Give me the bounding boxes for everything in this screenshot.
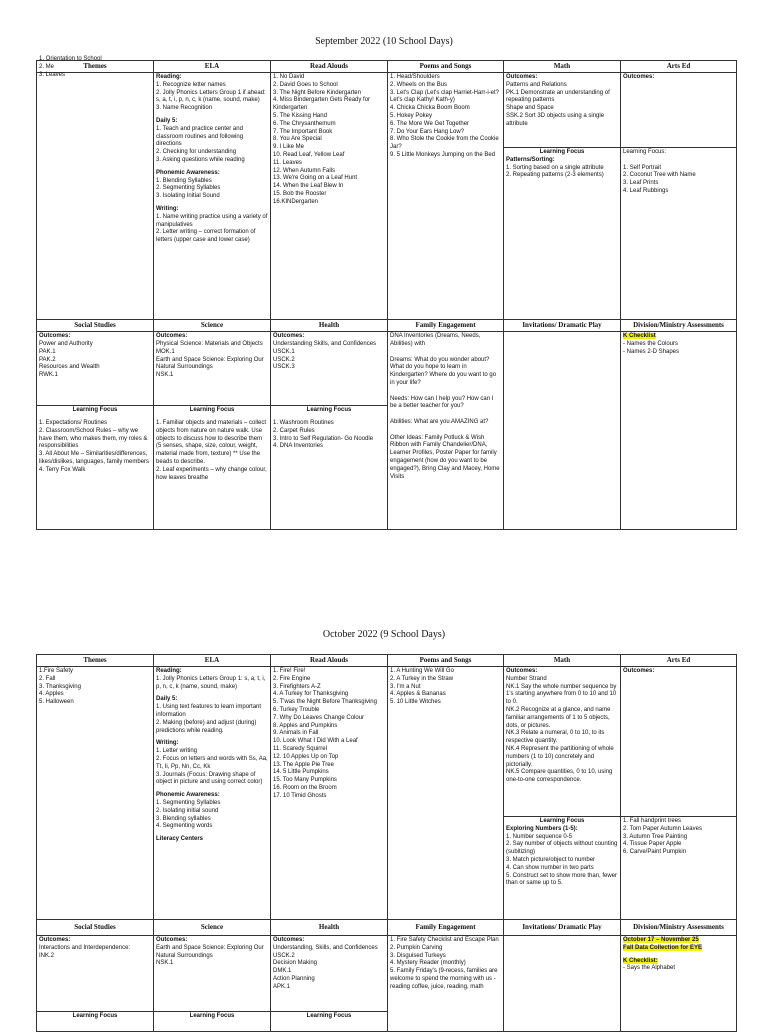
oct-header-science: Science <box>154 920 271 936</box>
header-social-studies: Social Studies <box>37 320 154 332</box>
math-lf-heading: Learning Focus <box>539 149 585 156</box>
oct-sci-outcomes <box>154 936 271 1012</box>
oct-header-social-studies: Social Studies <box>37 920 154 936</box>
oct-ss-lf-heading: Learning Focus <box>37 1012 154 1032</box>
k-checklist-highlight: K Checklist <box>623 333 656 340</box>
header-read-alouds: Read Alouds <box>271 61 388 73</box>
oct-header-family: Family Engagement <box>388 920 504 936</box>
sci-lf-text: 1. Familiar objects and materials – collect objects from nature on nature walk. Use objects to discuss how to describe them (5 senses, shape, size, colour, weight, material made from, texture) ** Use the beads to describe. 2. Leaf experiments – why change colour, how leaves breathe <box>156 419 267 481</box>
oct-math-lf-text: 1. Number sequence 0-5 2. Say number of objects without counting (subitizing) 3. Match picture/object to number 4. Can show number in two parts 5. Construct set to show more than, fewer than or same up to 5. <box>506 833 618 887</box>
oct-ela-cell <box>154 667 271 920</box>
sci-outcomes-heading: Outcomes: <box>156 333 188 340</box>
header-arts: Arts Ed <box>621 61 737 73</box>
math-learning-focus <box>504 148 621 320</box>
oct-math-outcomes <box>504 667 621 817</box>
oct-eye-dates-highlight: October 17 – November 25 <box>623 937 699 944</box>
oct-sci-lf-heading: Learning Focus <box>154 1012 271 1032</box>
oct-header-read-alouds: Read Alouds <box>271 655 388 667</box>
oct-arts-outcomes-heading: Outcomes: <box>623 668 655 675</box>
oct-math-learning-focus <box>504 817 621 920</box>
math-lf-text: 1. Sorting based on a single attribute 2. Repeating patterns (2-3 elements) <box>506 164 604 179</box>
oct-eye-highlight: Fall Data Collection for EYE <box>623 944 703 951</box>
health-outcomes-heading: Outcomes: <box>273 333 305 340</box>
oct-health-outcomes-heading: Outcomes: <box>273 937 305 944</box>
oct-ela-writing-heading: Writing: <box>156 740 179 747</box>
oct-ss-outcomes <box>37 936 154 1012</box>
ela-phonemic-heading: Phonemic Awareness: <box>156 169 220 176</box>
sci-learning-focus <box>154 406 271 530</box>
oct-poems-list: 1. A Hunting We Will Go 2. A Turkey in the Straw 3. I'm a Nut 4. Apples & Bananas 5. 10 Little Witches <box>388 667 504 920</box>
family-engagement: DNA Inventories (Dreams, Needs, Abilities) with Dreams: What do you wonder about? What do you hope to learn in Kindergarten? Where do you want to go in your life? Needs: How can I help you? How can I be a better teacher for you? Abilities: What are you AMAZING at? Other Ideas: Family Potluck & Wish Ribbon with Family Chandelier/DNA, Learner Profiles, Poster Paper for family engagement (how do you want to be engaged?), Bring Clay and Macey, Home Visits <box>388 332 504 530</box>
health-outcomes-text: Understanding Skills, and Confidences USCK.1 USCK.2 USCK.3 <box>273 340 377 371</box>
math-outcomes-text: Patterns and Relations PK.1 Demonstrate an understanding of repeating patterns Shape and Space SSK.2 Sort 3D objects using a single attribute <box>506 81 610 127</box>
oct-health-outcomes-text: Understanding, Skills, and Confidences USCK.2 Decision Making DMK.1 Action Planning APK.1 <box>273 944 378 990</box>
oct-header-themes: Themes <box>37 655 154 667</box>
oct-sci-outcomes-text: Earth and Space Science: Exploring Our Natural Surroundings NSK.1 <box>156 944 264 967</box>
oct-header-invitations: Invitations/ Dramatic Play <box>504 920 621 936</box>
math-outcomes-heading: Outcomes: <box>506 74 538 81</box>
health-lf-heading: Learning Focus <box>306 407 352 414</box>
ela-writing: 1. Name writing practice using a variety of manipulatives 2. Letter writing – correct formation of letters (upper case and lower case) <box>156 213 268 244</box>
oct-ela-reading-heading: Reading: <box>156 668 182 675</box>
header-poems: Poems and Songs <box>388 61 504 73</box>
oct-header-ela: ELA <box>154 655 271 667</box>
header-family: Family Engagement <box>388 320 504 332</box>
header-invitations: Invitations/ Dramatic Play <box>504 320 621 332</box>
ss-outcomes-heading: Outcomes: <box>39 333 71 340</box>
header-science: Science <box>154 320 271 332</box>
oct-assessments-cell <box>621 936 737 1032</box>
arts-outcomes <box>621 73 737 148</box>
oct-math-lf-heading: Learning Focus <box>539 818 585 825</box>
sci-lf-heading: Learning Focus <box>189 407 235 414</box>
oct-read-alouds-list: 1. Fire! Fire! 2. Fire Engine 3. Firefighters A-Z 4. A Turkey for Thanksgiving 5. T'was the Night Before Thanksgiving 6. Turkey Trouble 7. Why Do Leaves Change Colour 8. Apples and Pumpkins 9. Animals in Fall 10. Look What I Did With a Leaf 11. Scaredy Squirrel 12. 10 Apples Up on Top 13. The Apple Pie Tree 14. 5 Little Pumpkins 15. Too Many Pumpkins 16. Room on the Broom 17. 10 Timid Ghosts <box>271 667 388 920</box>
oct-header-arts: Arts Ed <box>621 655 737 667</box>
header-assessments: Division/Ministry Assessments <box>621 320 737 332</box>
ela-writing-heading: Writing: <box>156 206 179 213</box>
themes-list: 1. Orientation to School 2. Me 3. Leaves <box>39 56 102 78</box>
health-outcomes <box>271 332 388 406</box>
oct-ss-outcomes-heading: Outcomes: <box>39 937 71 944</box>
health-learning-focus <box>271 406 388 530</box>
oct-assessment-list: - Says the Alphabet <box>623 965 676 972</box>
ss-lf-heading: Learning Focus <box>72 407 118 414</box>
ela-daily-heading: Daily 5: <box>156 118 178 125</box>
oct-family-engagement: 1. Fire Safety Checklist and Escape Plan 2. Pumpkin Carving 3. Disguised Turkeys 4. Mystery Reader (monthly) 5. Family Friday's (9-recess, families are welcome to spend the morning with us - reading coffee, juice, reading, math <box>388 936 504 1032</box>
september-table <box>36 56 737 530</box>
ss-lf-text: 1. Expectations/ Routines 2. Classroom/School Rules – why we have them, who makes them, my roles & responsibilities 3. All About Me – Similarities/differences, likes/dislikes, languages, family members 4. Terry Fox Walk <box>39 419 150 473</box>
assessments-cell <box>621 332 737 530</box>
oct-ela-centers-heading: Literacy Centers <box>156 836 204 843</box>
read-alouds-list: 1. No David 2. David Goes to School 3. The Night Before Kindergarten 4. Miss Bindergarten Gets Ready for Kindergarten 5. The Kissing Hand 6. The Chrysanthemum 7. The Important Book 8. You Are Special 9. I Like Me 10. Read Leaf, Yellow Leaf 11. Leaves 12. When Autumn Falls 13. We're Going on a Leaf Hunt 14. When the Leaf Blew In 15. Bob the Rooster 16.KINDergarten <box>271 73 388 320</box>
arts-learning-focus: Learning Focus: 1. Self Portrait 2. Coconut Tree with Name 3. Leaf Prints 4. Leaf Rubbings <box>621 148 737 320</box>
oct-header-health: Health <box>271 920 388 936</box>
oct-ela-reading: 1. Jolly Phonics Letters Group 1: s, a, t, i, p, n, c, k (name, sound, make) <box>156 675 266 690</box>
ela-cell <box>154 73 271 320</box>
oct-ela-phonemic-heading: Phonemic Awareness: <box>156 792 220 799</box>
oct-arts-learning-focus: 1. Fall handprint trees 2. Torn Paper Autumn Leaves 3. Autumn Tree Painting 4. Tissue Paper Apple 6. Carve/Paint Pumpkin <box>621 817 737 920</box>
sci-outcomes <box>154 332 271 406</box>
sci-outcomes-text: Physical Science: Materials and Objects MOK.1 Earth and Space Science: Exploring Our Natural Surroundings NSK.1 <box>156 340 264 379</box>
oct-header-math: Math <box>504 655 621 667</box>
oct-ela-daily-heading: Daily 5: <box>156 696 178 703</box>
ss-outcomes <box>37 332 154 406</box>
header-health: Health <box>271 320 388 332</box>
ss-learning-focus <box>37 406 154 530</box>
health-lf-text: 1. Washroom Routines 2. Carpet Rules 3. Intro to Self Regulation- Go Noodle 4. DNA Inventories <box>273 419 374 450</box>
oct-k-checklist-highlight: K Checklist: <box>623 957 658 964</box>
ss-outcomes-text: Power and Authority PAK.1 PAK.2 Resources and Wealth RWK.1 <box>39 340 100 379</box>
header-themes: Themes <box>37 61 154 73</box>
oct-math-outcomes-text: Number Strand NK.1 Say the whole number sequence by 1's starting anywhere from 0 to 10 and 10 to 0. NK.2 Recognize at a glance, and name familiar arrangements of 1 to 5 objects, dots, or pictures. NK.3 Relate a numeral, 0 to 10, to its respective quantity. NK.4 Represent the partitioning of whole numbers (1 to 10) concretely and pictorially. NK.5 Compare quantities, 0 to 10, using one-to-one correspondence. <box>506 675 617 784</box>
oct-ela-phonemic: 1. Segmenting Syllables 2. Isolating initial sound 3. Blending syllables 4. Segmenting words <box>156 800 221 830</box>
oct-arts-outcomes <box>621 667 737 817</box>
ela-reading: 1. Recognize letter names 2. Jolly Phonics Letters Group 1 if ahead: s, a, t, i, p, n, c, k (name, sound, make) 3. Name Recognition <box>156 81 266 112</box>
invitations-cell <box>504 332 621 530</box>
oct-themes-list: 1.Fire Safety 2. Fall 3. Thanksgiving 4. Apples 5. Halloween <box>37 667 154 920</box>
oct-sci-outcomes-heading: Outcomes: <box>156 937 188 944</box>
oct-header-poems: Poems and Songs <box>388 655 504 667</box>
assessment-list: - Names the Colours - Names 2-D Shapes <box>623 340 680 355</box>
ela-reading-heading: Reading: <box>156 74 182 81</box>
header-ela: ELA <box>154 61 271 73</box>
oct-invitations-cell <box>504 936 621 1032</box>
header-math: Math <box>504 61 621 73</box>
math-outcomes <box>504 73 621 148</box>
oct-header-assessments: Division/Ministry Assessments <box>621 920 737 936</box>
october-table <box>36 654 737 1032</box>
oct-math-lf-subheading: Exploring Numbers (1-5): <box>506 825 578 832</box>
poems-list: 1. Head/Shoulders 2. Wheels on the Bus 3. Let's Clap (Let's clap Harriet-Harr-i-et? Let's clap Kathy! Kath-y) 4. Chicka Chicka Boom Boom 5. Hokey Pokey 6. The More We Get Together 7. Do Your Ears Hang Low? 8. Who Stole the Cookie from the Cookie Jar? 9. 5 Little Monkeys Jumping on the Bed <box>388 73 504 320</box>
september-title: September 2022 (10 School Days) <box>315 36 453 47</box>
arts-outcomes-heading: Outcomes: <box>623 74 655 81</box>
ela-daily: 1. Teach and practice center and classroom routines and following directions 2. Checking for understanding 3. Asking questions while reading <box>156 125 245 164</box>
october-title: October 2022 (9 School Days) <box>322 629 446 640</box>
oct-ss-outcomes-text: Interactions and Interdependence: INK.2 <box>39 944 131 959</box>
oct-ela-writing: 1. Letter writing 2. Focus on letters and words with Ss, Aa, Tt, Ii, Pp, Nn, Cc, Kk 3. Journals (Focus: Drawing shape of object in picture and using correct color) <box>156 748 268 786</box>
math-lf-subheading: Patterns/Sorting: <box>506 156 555 163</box>
ela-phonemic: 1. Blending Syllables 2. Segmenting Syllables 3. Isolating Initial Sound <box>156 177 221 200</box>
oct-ela-daily: 1. Using text features to learn important information 2. Making (before) and adjust (during) predictions while reading. <box>156 704 262 734</box>
oct-health-outcomes <box>271 936 388 1012</box>
oct-math-outcomes-heading: Outcomes: <box>506 668 538 675</box>
oct-health-lf-heading: Learning Focus <box>271 1012 388 1032</box>
